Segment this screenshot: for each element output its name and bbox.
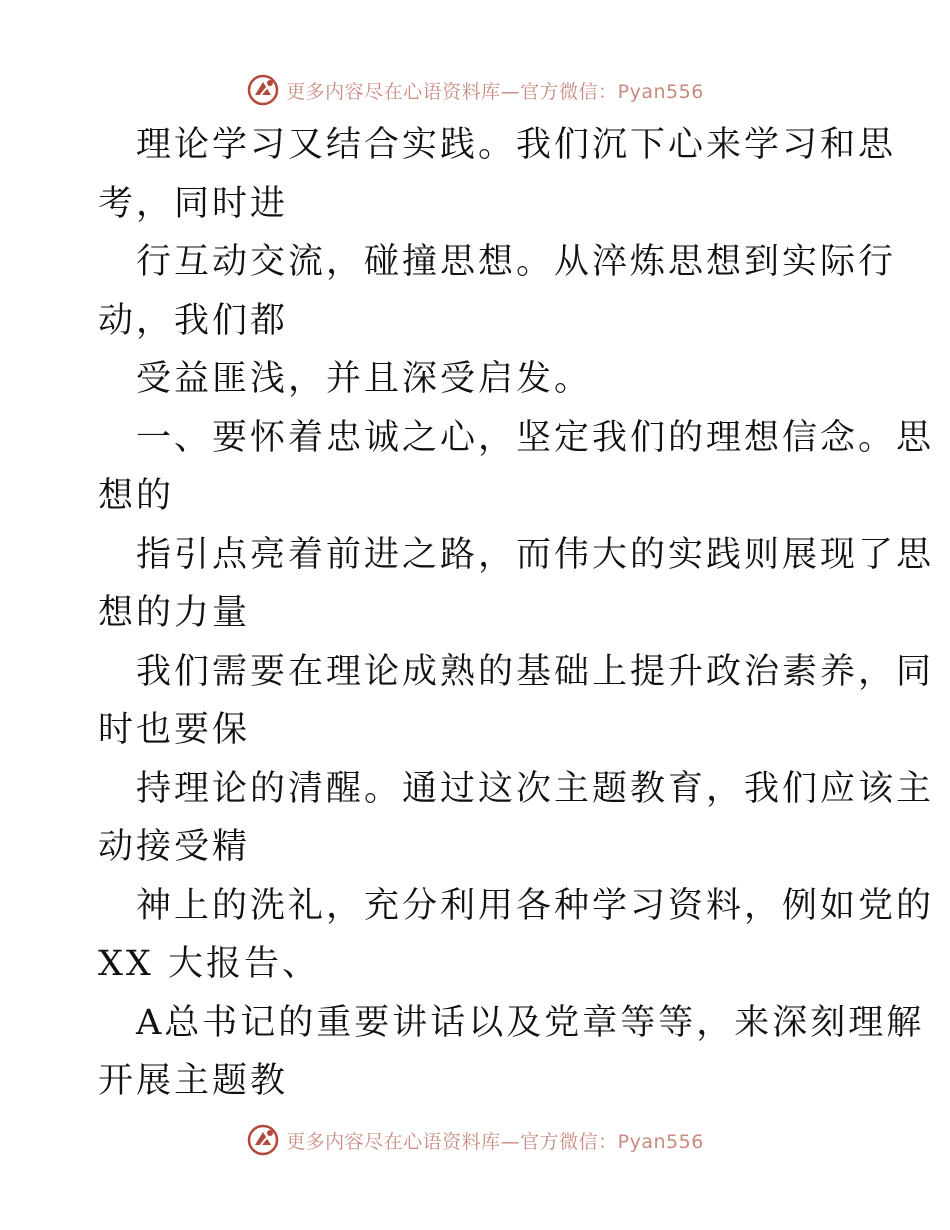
text-line: 时也要保 [98,710,251,750]
text-line: 考，同时进 [98,183,289,224]
text-line: 开展主题教 [98,1061,289,1101]
text-line: 指引点亮着前进之路，而伟大的实践则展现了思 [136,534,935,575]
text-line: 受益匪浅，并且深受启发。 [136,359,593,399]
brand-logo-icon [246,1123,280,1157]
brand-logo-icon [246,73,280,107]
text-line: 神上的洗礼，充分利用各种学习资料，例如党的 [136,885,935,926]
footer-banner [0,1120,950,1160]
text-line: 我们需要在理论成熟的基础上提升政治素养，同 [136,651,935,692]
text-line: 动，我们都 [98,300,289,341]
text-line: 一、要怀着忠诚之心，坚定我们的理想信念。思 [136,417,935,458]
text-line: XX 大报告、 [98,944,320,984]
text-line: 理论学习又结合实践。我们沉下心来学习和思 [136,125,897,165]
header-banner-text: 更多内容尽在心语资料库—官方微信：Pyan556 [286,80,704,103]
text-line: 持理论的清醒。通过这次主题教育，我们应该主 [136,768,935,809]
text-line: A总书记的重要讲话以及党章等等，来深刻理解 [136,1002,925,1043]
header-banner [0,70,950,110]
document-body [98,116,935,1111]
text-line: 动接受精 [98,827,251,867]
text-line: 想的力量 [98,593,251,633]
text-line: 行互动交流，碰撞思想。从淬炼思想到实际行 [136,242,897,282]
text-line: 想的 [98,476,175,516]
footer-banner-text: 更多内容尽在心语资料库—官方微信：Pyan556 [286,1130,704,1153]
